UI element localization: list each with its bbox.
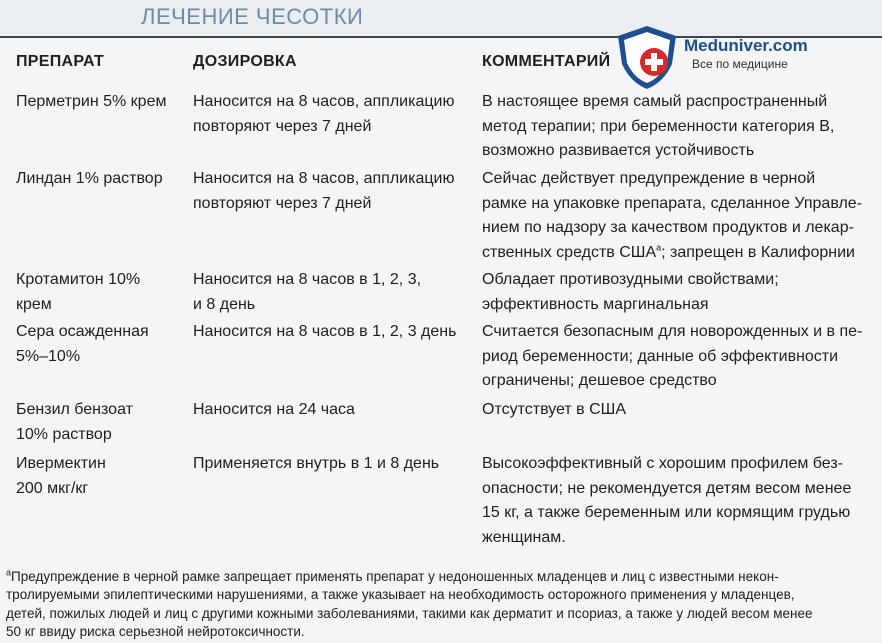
dose-cell: Применяется внутрь в 1 и 8 день [193, 455, 440, 472]
drug-cell: Бензил бензоат 10% раствор [16, 401, 133, 443]
dose-cell: Наносится на 8 часов, аппликацию повторяют через 7 дней [193, 170, 455, 212]
drug-cell: Кротамитон 10% крем [16, 271, 141, 313]
header-drug: ПРЕПАРАТ [16, 53, 105, 70]
footnote-marker: а [656, 242, 662, 253]
comment-cell: Считается безопасным для новорожденных и в пе- риод беременности; данные об эффективности ограничены; дешевое средство [482, 323, 863, 389]
dose-cell: Наносится на 24 часа [193, 401, 355, 418]
footnote: $^а$Предупреждение в черной рамке запрещает применять препарат у недоношенных младенцев и лиц с известными некон- тролируемыми эпилептическими нарушениями, а также указывает на необходимость осторожного применения у младенцев, детей, пожилых людей и лиц с другими кожными заболеваниями, такими как дерматит и псориаз, а также у людей весом менее 50 кг ввиду риска серьезной нейротоксичности. [6, 567, 813, 639]
logo-tagline: Все по медицине [692, 57, 788, 71]
drug-cell: Перметрин 5% крем [16, 93, 167, 110]
dose-cell: Наносится на 8 часов в 1, 2, 3, и 8 день [193, 271, 422, 313]
comment-cell: Отсутствует в США [482, 401, 627, 418]
drug-cell: Ивермектин 200 мкг/кг [16, 455, 106, 497]
comment-cell: Высокоэффективный с хорошим профилем без- опасности; не рекомендуется детям весом менее 15 кг, а также беременным или кормящим грудью женщинам. [482, 455, 852, 546]
site-logo[interactable] [612, 22, 882, 92]
comment-cell: Обладает противозудными свойствами; эффективность маргинальная [482, 271, 779, 313]
drug-cell: Сера осажденная 5%–10% [16, 323, 149, 365]
footnote-marker: а [6, 567, 12, 578]
drug-cell: Линдан 1% раствор [16, 170, 163, 187]
comment-cell: В настоящее время самый распространенный метод терапии; при беременности категория В, возможно развивается устойчивость [482, 93, 835, 159]
dose-cell: Наносится на 8 часов, аппликацию повторяют через 7 дней [193, 93, 455, 135]
logo-name: Meduniver.com [684, 36, 808, 55]
page-title: ЛЕЧЕНИЕ ЧЕСОТКИ [141, 4, 364, 29]
dose-cell: Наносится на 8 часов в 1, 2, 3 день [193, 323, 457, 340]
comment-cell: Сейчас действует предупреждение в черной рамке на упаковке препарата, сделанное Управле- нием по надзору за качеством продуктов и лекар- ственных средств $США^а$; запрещен в Калифорнии [482, 170, 863, 261]
shield-icon [612, 22, 682, 92]
header-comment: КОММЕНТАРИЙ [482, 53, 611, 70]
header-dose: ДОЗИРОВКА [193, 53, 297, 70]
